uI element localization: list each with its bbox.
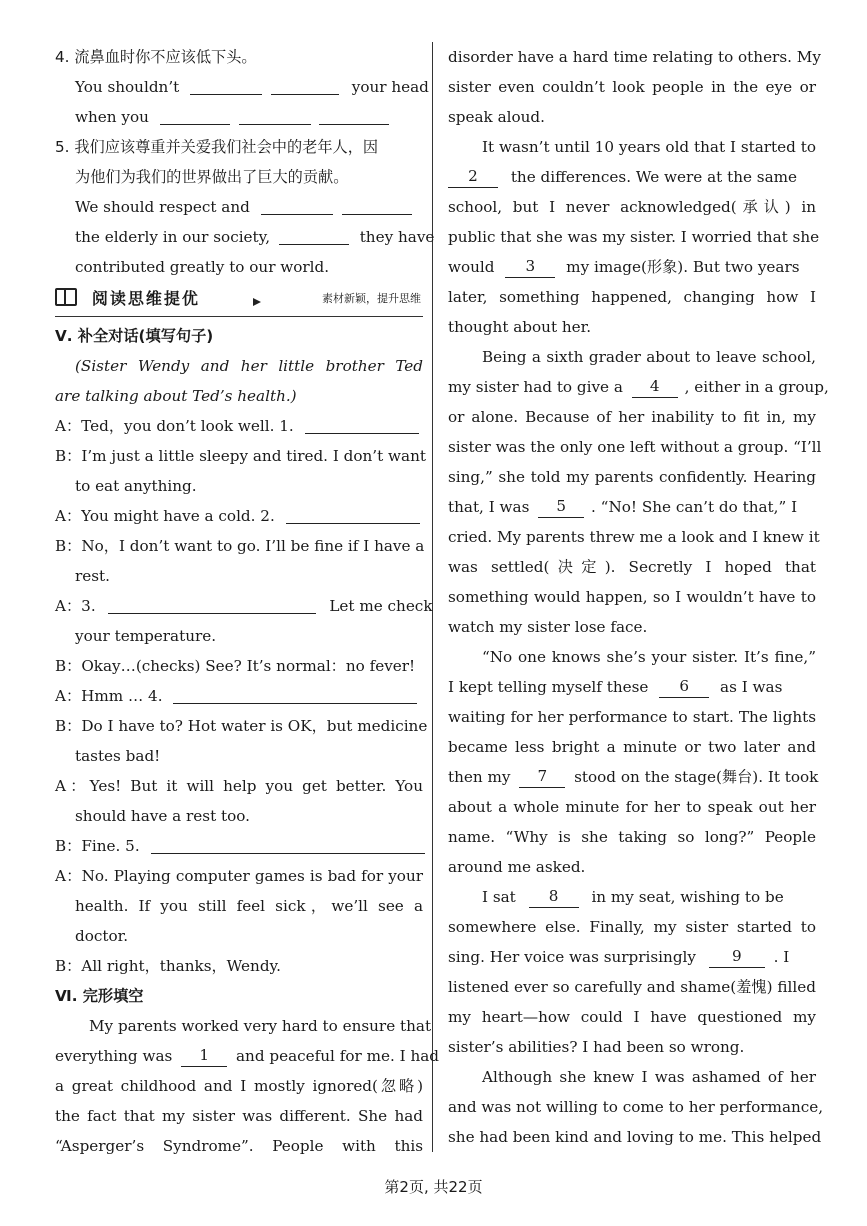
q4-blank-3[interactable] <box>160 106 230 125</box>
passage-line: cried. My parents threw me a look and I knew it <box>448 528 820 546</box>
q4-blank-2[interactable] <box>271 76 339 95</box>
q5-line2: the elderly in our society, they have <box>75 228 435 246</box>
passage-line: sister was the only one left without a group. “I’ll <box>448 438 822 456</box>
dialog-blank-1[interactable] <box>305 415 419 434</box>
part5-title: Ⅴ. 补全对话(填写句子) <box>55 327 214 345</box>
section-subtitle: 素材新颖，提升思维 <box>322 292 421 305</box>
dialog-line: doctor. <box>75 927 129 945</box>
dialog-line: B：I’m just a little sleepy and tired. I don’t want <box>55 447 426 465</box>
q5-chinese-1: 5. 我们应该尊重并关爱我们社会中的老年人，因 <box>55 138 379 156</box>
q4-blank-5[interactable] <box>319 106 389 125</box>
cloze-blank-4[interactable]: 4 <box>632 377 678 398</box>
dialog-blank-5[interactable] <box>151 835 425 854</box>
passage-line: I sat 8 in my seat, wishing to be <box>482 887 784 906</box>
passage-line: the fact that my sister was different. She had <box>55 1107 423 1125</box>
dialog-line: A：Hmm … 4. <box>55 681 423 711</box>
passage-line: or alone. Because of her inability to fit in, my <box>448 408 816 426</box>
cloze-blank-3[interactable]: 3 <box>505 257 555 278</box>
passage-line: she had been kind and loving to me. This helped <box>448 1128 822 1146</box>
passage-line: that, I was 5 . “No! She can’t do that,” I <box>448 497 798 516</box>
dialog-blank-3[interactable] <box>108 595 316 614</box>
passage-line: sing,” she told my parents confidently. Hearing <box>448 468 816 486</box>
passage-line: would 3 my image(形象). But two years <box>448 257 800 276</box>
section-header <box>55 282 423 317</box>
passage-line: my heart—how could I have questioned my <box>448 1008 816 1026</box>
passage-line: Although she knew I was ashamed of her <box>482 1068 816 1086</box>
dialog-line: B：No，I don’t want to go. I’ll be fine if I have a <box>55 537 425 555</box>
passage-line: My parents worked very hard to ensure that <box>89 1017 432 1035</box>
cloze-blank-1[interactable]: 1 <box>181 1046 227 1067</box>
dialog-line: B：Do I have to? Hot water is OK，but medicine <box>55 717 428 735</box>
cloze-blank-9[interactable]: 9 <box>709 947 765 968</box>
book-icon <box>55 288 77 306</box>
dialog-line: to eat anything. <box>75 477 197 495</box>
dialog-line: your temperature. <box>75 627 217 645</box>
q4-blank-4[interactable] <box>239 106 311 125</box>
cloze-blank-2[interactable]: 2 <box>448 167 498 188</box>
passage-line: somewhere else. Finally, my sister started to <box>448 918 816 936</box>
cloze-blank-6[interactable]: 6 <box>659 677 709 698</box>
passage-line: thought about her. <box>448 318 592 336</box>
passage-line: “No one knows she’s your sister. It’s fine,” <box>482 648 816 666</box>
passage-line: then my 7 stood on the stage(舞台). It took <box>448 767 819 786</box>
passage-line: listened ever so carefully and shame(羞愧) filled <box>448 978 816 996</box>
passage-line: It wasn’t until 10 years old that I started to <box>482 138 816 156</box>
q4-line1: You shouldn’t your head <box>75 78 429 96</box>
passage-line: became less bright a minute or two later and <box>448 738 816 756</box>
cloze-blank-8[interactable]: 8 <box>529 887 579 908</box>
passage-line: was settled(决定). Secretly I hoped that <box>448 558 816 576</box>
passage-line: I kept telling myself these 6 as I was <box>448 677 783 696</box>
passage-line: “Asperger’s Syndrome”. People with this <box>55 1137 423 1155</box>
q4-chinese: 4. 流鼻血时你不应该低下头。 <box>55 48 257 66</box>
cloze-blank-5[interactable]: 5 <box>538 497 584 518</box>
passage-line: disorder have a hard time relating to others. My <box>448 48 821 66</box>
dialog-line: tastes bad! <box>75 747 161 765</box>
passage-line: sister’s abilities? I had been so wrong. <box>448 1038 745 1056</box>
dialog-line: B：Okay…(checks) See? It’s normal：no fever! <box>55 657 416 675</box>
passage-line: Being a sixth grader about to leave school, <box>482 348 816 366</box>
dialog-line: A：You might have a cold. 2. <box>55 501 423 531</box>
dialog-line: B：All right，thanks，Wendy. <box>55 957 281 975</box>
dialog-line: rest. <box>75 567 110 585</box>
dialog-blank-2[interactable] <box>286 505 420 524</box>
right-column <box>448 42 829 1152</box>
dialog-line: B：Fine. 5. <box>55 831 423 861</box>
q5-blank-2[interactable] <box>342 196 412 215</box>
page-number: 第2页, 共22页 <box>384 1178 483 1196</box>
passage-line: speak aloud. <box>448 108 545 126</box>
dialog-line: health. If you still feel sick，we’ll see a <box>75 897 423 915</box>
arrow-icon <box>253 298 261 306</box>
passage-line: around me asked. <box>448 858 586 876</box>
passage-line: my sister had to give a 4 , either in a group, <box>448 377 829 396</box>
passage-line: and was not willing to come to her performance, <box>448 1098 824 1116</box>
dialog-blank-4[interactable] <box>173 685 417 704</box>
q5-line1: We should respect and <box>55 192 423 222</box>
cloze-blank-7[interactable]: 7 <box>519 767 565 788</box>
q5-blank-1[interactable] <box>261 196 333 215</box>
passage-line: something would happen, so I wouldn’t have to <box>448 588 816 606</box>
left-column <box>55 42 439 1161</box>
q5-line3: contributed greatly to our world. <box>75 258 330 276</box>
passage-line: sing. Her voice was surprisingly 9 . I <box>448 947 790 966</box>
q4-blank-1[interactable] <box>190 76 262 95</box>
passage-line: 2 the differences. We were at the same <box>448 162 816 192</box>
dialog-line: A：Yes! But it will help you get better. You <box>55 777 423 795</box>
dialog-line: A：3. Let me check <box>55 597 433 615</box>
passage-line: school, but I never acknowledged(承认) in <box>448 198 816 216</box>
section-title: 阅读思维提优 <box>91 289 200 308</box>
part5-context-2: are talking about Ted’s health.) <box>55 387 297 405</box>
q4-line2: when you <box>55 102 423 132</box>
part6-title: Ⅵ. 完形填空 <box>55 987 144 1005</box>
passage-line: everything was 1 and peaceful for me. I had <box>55 1046 439 1065</box>
passage-line: waiting for her performance to start. The lights <box>448 708 816 726</box>
q5-blank-3[interactable] <box>279 226 349 245</box>
dialog-line: A：No. Playing computer games is bad for your <box>55 867 423 885</box>
passage-line: sister even couldn’t look people in the eye or <box>448 78 816 96</box>
passage-line: a great childhood and I mostly ignored(忽略) <box>55 1077 423 1095</box>
passage-line: later, something happened, changing how I <box>448 288 816 306</box>
q5-chinese-2: 为他们为我们的世界做出了巨大的贡献。 <box>75 168 349 186</box>
passage-line: about a whole minute for her to speak out her <box>448 798 816 816</box>
passage-line: watch my sister lose face. <box>448 618 648 636</box>
dialog-line: should have a rest too. <box>75 807 250 825</box>
passage-line: name. “Why is she taking so long?” People <box>448 828 816 846</box>
dialog-line: A：Ted，you don’t look well. 1. <box>55 411 423 441</box>
passage-line: public that she was my sister. I worried that she <box>448 228 820 246</box>
part5-context-1: (Sister Wendy and her little brother Ted <box>75 357 423 375</box>
